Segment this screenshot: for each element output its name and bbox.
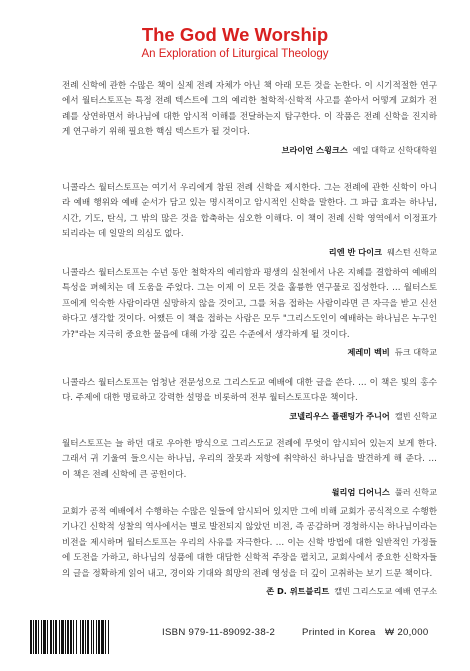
endorser-affiliation: 웨스턴 신학교	[386, 246, 437, 257]
barcode-image	[30, 620, 138, 654]
endorser-name: 코넬리우스 플랜팅가 주니어	[289, 410, 390, 421]
endorser-name: 존 D. 위트블리트	[266, 586, 330, 597]
endorser-name: 윌리엄 디어니스	[331, 487, 390, 498]
endorsement-1	[62, 79, 437, 156]
endorsement-text: 월터스토프는 늘 하던 대로 우아한 방식으로 그리스도교 전례에 무엇이 암시되어 있는지 보게 한다. 그래서 귀 기울여 들으시는 하나님, 우리의 잘못과 저항에 취약하신 하나님을 발견하게 해 준다. … 이 책은 전례 신학에 큰 공헌이다.	[62, 439, 437, 480]
endorsement-attribution	[62, 585, 437, 597]
endorsement-text: 니콜라스 월터스토프는 엄청난 전문성으로 그리스도교 예배에 대한 글을 쓴다. … 이 책은 빛의 홍수다. 주제에 대한 명료하고 강력한 설명을 비롯하여 전부 월터스토프다운 책이다.	[62, 378, 437, 404]
endorsement-4	[62, 376, 437, 422]
endorser-affiliation: 풀러 신학교	[394, 487, 437, 498]
endorsement-attribution	[62, 346, 437, 358]
endorser-affiliation: 캘빈 신학교	[394, 410, 437, 421]
endorsement-attribution	[62, 246, 437, 258]
barcode-bar	[109, 620, 110, 654]
book-title: The God We Worship	[141, 24, 329, 45]
endorsement-text: 니콜라스 월터스토프는 여기서 우리에게 참된 전례 신학을 제시한다. 그는 전례에 관한 신학이 아니라 예배 행위와 예배 순서가 담고 있는 명시적이고 암시적인 신학을 말한다. 그 파급 효과는 하나님, 시간, 기도, 탄식, 그 밖의 많은 것을 합축하는 심오한 이해다. 이 책이 전례 신학 영역에서 이정표가 되리라는 데 일말의 의심도 없다.	[62, 183, 437, 240]
endorser-affiliation: 캘빈 그리스도교 예배 연구소	[334, 586, 437, 597]
endorsement-5	[62, 437, 437, 498]
endorsement-attribution	[62, 410, 437, 422]
price-label: ₩ 20,000	[385, 627, 429, 638]
printed-in-label: Printed in Korea	[302, 627, 376, 638]
endorsement-attribution	[62, 144, 437, 156]
isbn-number: ISBN 979-11-89092-38-2	[162, 627, 276, 638]
endorsement-2	[62, 181, 437, 258]
endorsement-6	[62, 505, 437, 597]
endorser-name: 제레미 벡비	[347, 347, 390, 358]
endorsement-3	[62, 266, 437, 358]
endorsement-text: 니콜라스 월터스토프는 수년 동안 철학자의 예리함과 평생의 실천에서 나온 지혜를 결합하여 예배의 특성을 펴헤치는 데 도움을 주었다. 그는 이제 이 모든 것을 훌륭한 연구물로 집성한다. … 월터스토프에게 익숙한 사람이라면 실망하지 않을 것이고, 그를 처음 접하는 사람이라면 큰 자극을 받고 신선하다고 생각할 것이다. 어쨌든 이 책을 접하는 사람은 모두 "그리스도인이 예배하는 하나님은 누구인가?"라는 지극히 중요한 물음에 대해 가장 깊은 수준에서 생각하게 될 것이다.	[62, 268, 437, 340]
endorsement-attribution	[62, 486, 437, 498]
endorser-affiliation: 듀크 대학교	[394, 347, 437, 358]
endorser-name: 리엔 반 다이크	[328, 246, 382, 257]
book-subtitle: An Exploration of Liturgical Theology	[141, 48, 329, 60]
endorser-name: 브라이언 스윙크스	[281, 144, 348, 155]
endorsement-text: 전례 신학에 관한 수많은 책이 실제 전례 자체가 아닌 책 아래 모든 것을 논한다. 이 시기적절한 연구에서 월터스토프는 특정 전례 텍스트에 그의 예리한 철학적·신학적 사고를 쏟아서 어떻게 교회가 전례를 상연하면서 하나님에 대한 암시적 이해를 전달하는지 탐구한다. 이 작품은 전례 신학을 진지하게 연구하기 위해 필요한 핵심 텍스트가 될 것이다.	[62, 81, 437, 138]
endorsement-text: 교회가 공적 예배에서 수행하는 수많은 일들에 암시되어 있지만 그에 비해 교회가 공식적으로 수행한 기나긴 신학적 성찰의 역사에서는 별로 발전되지 않았던 비전, 즉 공감하며 경청하시는 하나님이라는 비전을 제시하며 월터스토프는 우리의 사유를 자극한다. … 이는 신학 방법에 대한 일반적인 가정들에 도전을 가하고, 하나님의 성품에 대한 대담한 신학적 주장을 펼치고, 교회사에서 중요한 신학자들의 글을 정확하게 읽어 내고, 경이와 기대와 희망의 전례 영성을 더 깊이 고취하는 보기 드문 책이다.	[62, 507, 437, 579]
endorser-affiliation: 예일 대학교 신학대학원	[352, 144, 437, 155]
